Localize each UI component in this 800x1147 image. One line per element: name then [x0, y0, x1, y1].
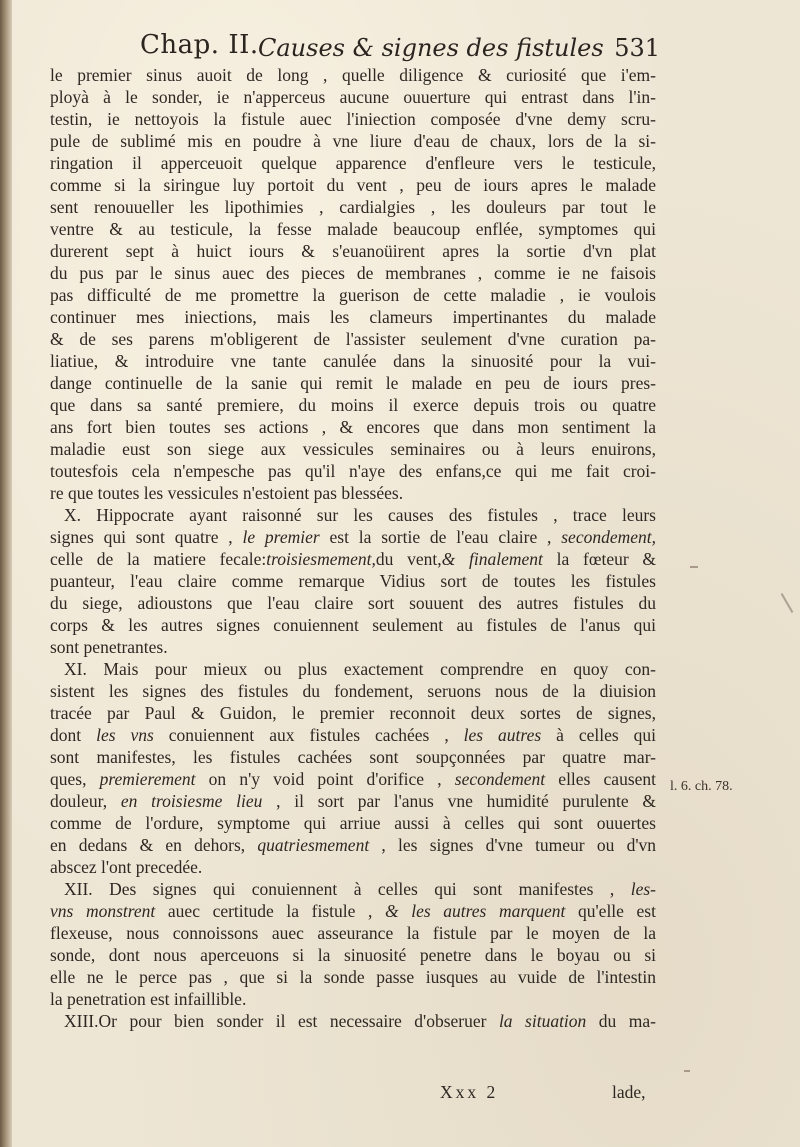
text-line: [50, 218, 656, 240]
text-line: [50, 724, 656, 746]
catchword: lade,: [612, 1082, 646, 1102]
text-run: la penetration est infaillible.: [50, 989, 247, 1009]
text-line: [50, 680, 656, 702]
text-run: dont: [50, 725, 97, 745]
text-run: celle de la matiere fecale:: [50, 549, 267, 569]
italic-text: troisiesmement,: [266, 549, 376, 569]
text-line: [50, 812, 656, 834]
text-line: [50, 702, 656, 724]
italic-text: secondement,: [561, 527, 656, 547]
text-run: sent renouueller les lipothimies , cardialgies , les douleurs par tout le: [50, 197, 656, 217]
text-run: continuer mes iniections, mais les clameurs impertinantes du malade: [50, 307, 656, 327]
text-line: [50, 526, 656, 548]
text-run: du ma-: [586, 1011, 656, 1031]
text-line: [50, 130, 656, 152]
italic-text: en troisiesme lieu: [120, 791, 263, 811]
text-line: [50, 1010, 656, 1032]
text-line: [50, 460, 656, 482]
italic-text: le premier: [242, 527, 320, 547]
text-run: XII. Des signes qui conuiennent à celles qui sont manifestes ,: [64, 879, 631, 899]
text-run: du siege, adioustons que l'eau claire sort souuent des autres fistules du: [50, 593, 656, 613]
text-line: [50, 570, 656, 592]
text-run: corps & les autres signes conuiennent seulement au fistules de l'anus qui: [50, 615, 656, 635]
text-line: [50, 174, 656, 196]
italic-text: la situation: [498, 1011, 587, 1031]
text-run: dange continuelle de la sanie qui remit le malade en peu de iours pres-: [50, 373, 656, 393]
body-text: [50, 64, 656, 1032]
text-line: [50, 328, 656, 350]
text-run: flexeuse, nous connoissons auec asseurance la fistule par le moyen de la: [50, 923, 656, 943]
text-line: [50, 768, 656, 790]
italic-text: premierement: [99, 769, 196, 789]
text-run: en dedans & en dehors,: [50, 835, 258, 855]
text-run: tracée par Paul & Guidon, le premier reconnoit deux sortes de signes,: [50, 703, 656, 723]
text-line: [50, 196, 656, 218]
text-line: [50, 878, 656, 900]
text-run: comme si la siringue luy portoit du vent , peu de iours apres le malade: [50, 175, 656, 195]
italic-text: vns monstrent: [50, 901, 156, 921]
text-line: [50, 416, 656, 438]
text-run: ringation il apperceuoit quelque apparence d'enfleure vers le testicule,: [50, 153, 656, 173]
margin-note: l. 6. ch. 78.: [670, 779, 733, 794]
text-run: pas difficulté de me promettre la guerison de cette maladie , ie voulois: [50, 285, 656, 305]
text-run: douleur,: [50, 791, 121, 811]
text-run: comme de l'ordure, symptome qui arriue aussi à celles qui sont ouuertes: [50, 813, 656, 833]
text-line: [50, 966, 656, 988]
text-run: XI. Mais pour mieux ou plus exactement comprendre en quoy con-: [64, 659, 656, 679]
text-run: re que toutes les vessicules n'estoient pas blessées.: [50, 483, 404, 503]
text-line: [50, 636, 656, 658]
text-line: [50, 504, 656, 526]
text-run: elles causent: [545, 769, 656, 789]
chapter-label: Chap. II.: [140, 30, 259, 60]
text-line: [50, 394, 656, 416]
text-run: sonde, dont nous aperceuons si la sinuosité penetre dans le boyau ou si: [50, 945, 656, 965]
text-line: [50, 922, 656, 944]
text-run: ques,: [50, 769, 100, 789]
text-line: [50, 834, 656, 856]
italic-text: les autres: [463, 725, 542, 745]
text-line: [50, 658, 656, 680]
text-line: [50, 152, 656, 174]
text-run: signes qui sont quatre ,: [50, 527, 243, 547]
text-run: le premier sinus auoit de long , quelle diligence & curiosité que i'em-: [50, 65, 656, 85]
text-run: , les signes d'vne tumeur ou d'vn: [369, 835, 656, 855]
text-line: [50, 306, 656, 328]
text-run: durerent sept à huict iours & s'euanoüirent apres la sortie d'vn plat: [50, 241, 656, 261]
italic-text: secondement: [454, 769, 546, 789]
text-run: la fœteur &: [542, 549, 656, 569]
text-line: [50, 988, 656, 1010]
text-run: abscez l'ont precedée.: [50, 857, 203, 877]
text-run: à celles qui: [541, 725, 656, 745]
signature-mark: Xxx 2: [440, 1082, 499, 1102]
running-header: [140, 26, 660, 66]
text-run: du vent,: [375, 549, 442, 569]
text-run: & de ses parens m'obligerent de l'assister seulement d'vne curation pa-: [50, 329, 656, 349]
text-line: [50, 350, 656, 372]
margin-stroke: [781, 593, 794, 613]
text-run: auec certitude la fistule ,: [155, 901, 385, 921]
text-run: elle ne le perce pas , que si la sonde passe iusques au vuide de l'intestin: [50, 967, 656, 987]
text-run: sont manifestes, les fistules cachées sont soupçonnées par quatre mar-: [50, 747, 656, 767]
text-run: ans fort bien toutes ses actions , & encores que dans mon sentiment la: [50, 417, 656, 437]
text-run: on n'y void point d'orifice ,: [195, 769, 455, 789]
text-run: , il sort par l'anus vne humidité purulente &: [262, 791, 656, 811]
text-run: que dans sa santé premiere, du moins il exerce depuis trois ou quatre: [50, 395, 656, 415]
text-run: ventre & au testicule, la fesse malade beaucoup enflée, symptomes qui: [50, 219, 656, 239]
text-run: toutesfois cela n'empesche pas qu'il n'aye des enfans,ce qui me fait croi-: [50, 461, 656, 481]
text-line: [50, 64, 656, 86]
text-line: [50, 284, 656, 306]
text-run: est la sortie de l'eau claire ,: [319, 527, 562, 547]
text-run: XIII.Or pour bien sonder il est necessaire d'obseruer: [64, 1011, 499, 1031]
italic-text: & les autres marquent: [384, 901, 566, 921]
text-line: [50, 482, 656, 504]
text-run: X. Hippocrate ayant raisonné sur les causes des fistules , trace leurs: [64, 505, 656, 525]
text-line: [50, 372, 656, 394]
text-run: testin, ie nettoyois la fistule auec l'iniection composée d'vne demy scru-: [50, 109, 656, 129]
text-run: puanteur, l'eau claire comme remarque Vidius sort de toutes les fistules: [50, 571, 656, 591]
text-line: [50, 614, 656, 636]
italic-text: quatriesmement: [257, 835, 370, 855]
text-run: du pus par le sinus auec des pieces de membranes , comme ie ne faisois: [50, 263, 656, 283]
text-run: maladie eust son siege aux vessicules seminaires ou à leurs enuirons,: [50, 439, 656, 459]
text-run: pule de sublimé mis en poudre à vne liure d'eau de chaux, lors de la si-: [50, 131, 656, 151]
text-line: [50, 746, 656, 768]
text-line: [50, 240, 656, 262]
text-run: sistent les signes des fistules du fondement, seruons nous de la diuision: [50, 681, 656, 701]
text-line: [50, 262, 656, 284]
binding-gutter: [0, 0, 12, 1147]
text-line: [50, 856, 656, 878]
margin-mark: [684, 1070, 690, 1072]
text-line: [50, 548, 656, 570]
text-line: [50, 900, 656, 922]
text-line: [50, 944, 656, 966]
text-line: [50, 108, 656, 130]
text-line: [50, 86, 656, 108]
text-run: conuiennent aux fistules cachées ,: [153, 725, 464, 745]
margin-mark: [690, 566, 698, 568]
text-line: [50, 592, 656, 614]
chapter-title: Causes & signes des fistules: [258, 34, 604, 62]
text-line: [50, 438, 656, 460]
page-number: 531: [614, 34, 660, 62]
italic-text: & finalement: [441, 549, 543, 569]
text-run: ployà à le sonder, ie n'apperceus aucune ouuerture qui entrast dans l'in-: [50, 87, 656, 107]
text-run: sont penetrantes.: [50, 637, 168, 657]
text-run: qu'elle est: [565, 901, 656, 921]
italic-text: les vns: [96, 725, 154, 745]
text-line: [50, 790, 656, 812]
text-run: liatiue, & introduire vne tante canulée dans la sinuosité pour la vui-: [50, 351, 656, 371]
italic-text: les-: [630, 879, 656, 899]
